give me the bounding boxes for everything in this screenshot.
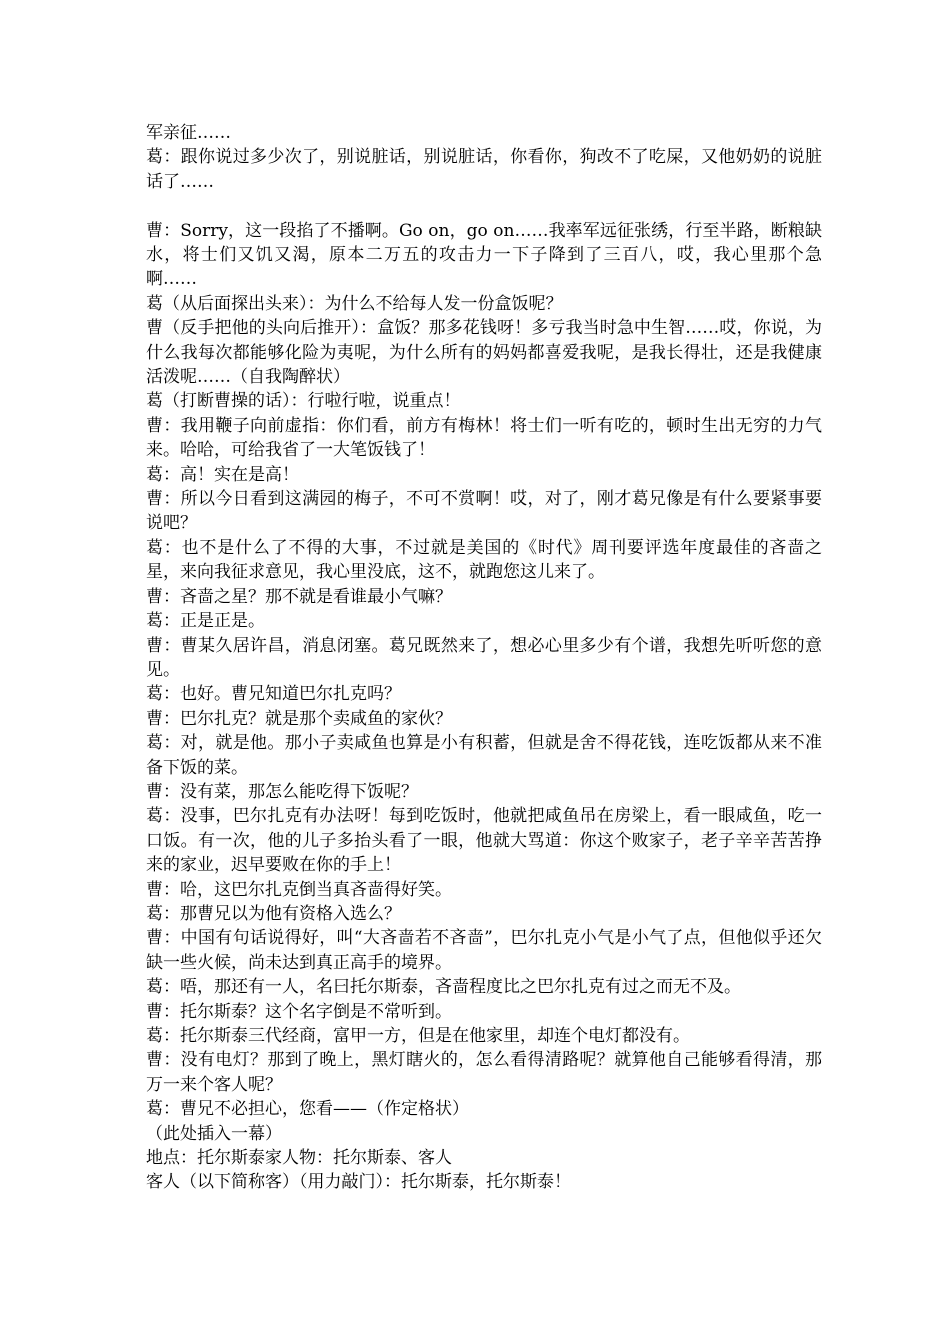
blank-line (146, 194, 822, 218)
paragraph: 曹：我用鞭子向前虚指：你们看，前方有梅林！将士们一听有吃的，顿时生出无穷的力气来。哈哈，可给我省了一大笔饭钱了！ (146, 415, 822, 461)
paragraph: 葛：对，就是他。那小子卖咸鱼也算是小有积蓄，但就是舍不得花钱，连吃饭都从来不准备下饭的菜。 (146, 733, 822, 778)
paragraph: 葛：唔，那还有一人，名曰托尔斯泰，吝啬程度比之巴尔扎克有过之而无不及。 (146, 977, 741, 998)
paragraph: 曹：曹某久居许昌，消息闭塞。葛兄既然来了，想必心里多少有个谱，我想先听听您的意见。 (146, 635, 822, 680)
paragraph: 葛：也好。曹兄知道巴尔扎克吗？ (146, 684, 401, 705)
document-page (146, 121, 822, 1195)
paragraph: （此处插入一幕） (146, 1123, 282, 1144)
paragraph: 葛：高！实在是高！ (146, 464, 299, 485)
paragraph: 葛：也不是什么了不得的大事，不过就是美国的《时代》周刊要评选年度最佳的吝啬之星，来向我征求意见，我心里没底，这不，就跑您这儿来了。 (146, 537, 822, 583)
paragraph: 曹：托尔斯泰？这个名字倒是不常听到。 (146, 1001, 452, 1022)
paragraph: 曹：哈，这巴尔扎克倒当真吝啬得好笑。 (146, 879, 452, 900)
paragraph: 曹（反手把他的头向后推开）：盒饭？那多花钱呀！多亏我当时急中生智……哎，你说，为什么我每次都能够化险为夷呢，为什么所有的妈妈都喜爱我呢，是我长得壮，还是我健康活泼呢……（自我陶醉状） (146, 318, 822, 388)
paragraph: 曹：巴尔扎克？就是那个卖咸鱼的家伙？ (146, 708, 452, 729)
paragraph: 曹：所以今日看到这满园的梅子，不可不赏啊！哎，对了，刚才葛兄像是有什么要紧事要说吧？ (146, 489, 822, 534)
paragraph: 客人（以下简称客）（用力敲门）：托尔斯泰，托尔斯泰！ (146, 1172, 571, 1193)
paragraph: 曹：没有电灯？那到了晚上，黑灯瞎火的，怎么看得清路呢？就算他自己能够看得清，那万一来个客人呢？ (146, 1050, 822, 1095)
paragraph: 军亲征…… (146, 123, 231, 143)
paragraph: 葛（打断曹操的话）：行啦行啦，说重点！ (146, 391, 461, 412)
paragraph: 葛：正是正是。 (146, 611, 265, 632)
paragraph: 葛（从后面探出头来）：为什么不给每人发一份盒饭呢？ (146, 293, 563, 314)
paragraph: 地点：托尔斯泰家人物：托尔斯泰、客人 (146, 1148, 452, 1169)
paragraph: 葛：跟你说过多少次了，别说脏话，别说脏话，你看你，狗改不了吃屎，又他奶奶的说脏话了…… (146, 147, 822, 192)
paragraph: 曹：中国有句话说得好，叫“大吝啬若不吝啬”，巴尔扎克小气是小气了点，但他似乎还欠缺一些火候，尚未达到真正高手的境界。 (146, 928, 822, 973)
paragraph: 葛：那曹兄以为他有资格入选么？ (146, 903, 401, 924)
paragraph: 曹：没有菜，那怎么能吃得下饭呢？ (146, 781, 418, 802)
paragraph: 葛：托尔斯泰三代经商，富甲一方，但是在他家里，却连个电灯都没有。 (146, 1026, 690, 1047)
paragraph: 葛：曹兄不必担心，您看——（作定格状） (146, 1099, 469, 1120)
paragraph: 曹：吝啬之星？那不就是看谁最小气嘛？ (146, 586, 452, 607)
paragraph: 曹：Sorry，这一段掐了不播啊。Go on，go on……我率军远征张绣，行至半路，断粮缺水，将士们又饥又渴，原本二万五的攻击力一下子降到了三百八，哎，我心里那个急啊…… (146, 220, 822, 290)
paragraph: 葛：没事，巴尔扎克有办法呀！每到吃饭时，他就把咸鱼吊在房梁上，看一眼咸鱼，吃一口饭。有一次，他的儿子多抬头看了一眼，他就大骂道：你这个败家子，老子辛辛苦苦挣来的家业，迟早要败在你的手上！ (146, 806, 822, 876)
